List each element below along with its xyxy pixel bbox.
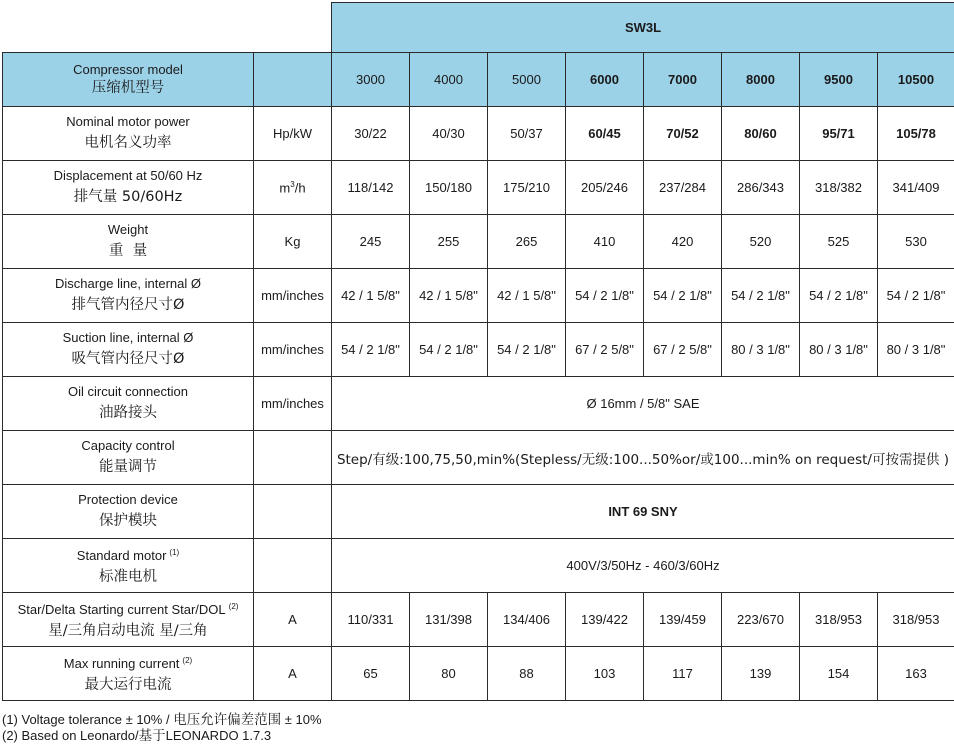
label-en-text: Max running current [63,655,180,671]
value-cell: 54 / 2 1/8" [800,269,878,323]
footnote-2-zh: 基于 [138,728,166,744]
unit-cell: A [254,647,332,701]
label-zh: 能量调节 [99,459,157,475]
label-en: Discharge line, internal Ø [55,276,201,291]
unit-cell [254,161,332,215]
label-en [3,599,253,618]
unit-cell [254,485,332,539]
value-cell: 54 / 2 1/8" [566,269,644,323]
span-value-cell: Ø 16mm / 5/8" SAE [332,377,954,431]
value-cell: 265 [488,215,566,269]
value-cell: 237/284 [644,161,722,215]
value-cell: 88 [488,647,566,701]
value-cell: 175/210 [488,161,566,215]
model-unit-cell [254,53,332,107]
value-cell: 255 [410,215,488,269]
standard-motor-row [3,539,954,593]
unit-cell: Kg [254,215,332,269]
label-zh: 电机名义功率 [84,135,172,151]
value-cell: 60/45 [566,107,644,161]
value-cell: 50/37 [488,107,566,161]
footnote-1 [2,712,322,728]
series-header-row [3,3,954,53]
value-cell: 205/246 [566,161,644,215]
unit-cell [254,539,332,593]
value-cell: 80 / 3 1/8" [800,323,878,377]
spec-table [2,2,954,701]
label-en: Suction line, internal Ø [62,330,194,345]
unit-cell: mm/inches [254,323,332,377]
label-zh: 压缩机型号 [91,79,165,96]
value-cell: 117 [644,647,722,701]
model-row-label [3,53,254,107]
model-cell: 5000 [488,53,566,107]
footnote-1-suffix: ± 10% [281,712,322,727]
oil-circuit-row [3,377,954,431]
capacity-control-row [3,431,954,485]
row-label [3,215,254,269]
footnote-2-suffix: LEONARDO 1.7.3 [165,728,272,743]
weight-row [3,215,954,269]
label-en [3,545,253,564]
value-cell: 520 [722,215,800,269]
unit-cell: A [254,593,332,647]
value-cell: 223/670 [722,593,800,647]
value-cell: 530 [878,215,954,269]
label-zh: 吸气管内径尺寸Ø [71,351,185,367]
value-cell: 95/71 [800,107,878,161]
model-cell: 7000 [644,53,722,107]
value-cell: 54 / 2 1/8" [644,269,722,323]
value-cell: 245 [332,215,410,269]
label-en-text: Standard motor [76,547,167,563]
value-cell: 110/331 [332,593,410,647]
model-cell: 6000 [566,53,644,107]
label-zh: 油路接头 [99,405,157,421]
discharge-row [3,269,954,323]
row-label [3,431,254,485]
value-cell: 139/422 [566,593,644,647]
row-label [3,161,254,215]
value-cell: 105/78 [878,107,954,161]
footnote-ref: (1) [169,547,180,557]
value-cell: 150/180 [410,161,488,215]
value-cell: 131/398 [410,593,488,647]
span-value-cell: INT 69 SNY [332,485,954,539]
label-en: Weight [107,222,149,237]
value-cell: 42 / 1 5/8" [410,269,488,323]
value-cell: 67 / 2 5/8" [566,323,644,377]
row-label [3,377,254,431]
value-cell: 54 / 2 1/8" [410,323,488,377]
unit-base: m [279,180,291,196]
value-cell: 410 [566,215,644,269]
row-label [3,539,254,593]
label-en: Nominal motor power [66,114,190,129]
protection-row [3,485,954,539]
value-cell: 341/409 [878,161,954,215]
starting-current-row [3,593,954,647]
value-cell: 67 / 2 5/8" [644,323,722,377]
label-zh: 星/三角启动电流 星/三角 [48,622,208,639]
value-cell: 318/382 [800,161,878,215]
footnote-2 [2,728,322,744]
model-cell: 4000 [410,53,488,107]
max-running-row [3,647,954,701]
value-cell: 80 / 3 1/8" [878,323,954,377]
row-label [3,107,254,161]
footnote-ref: (2) [182,655,193,665]
unit-cell: Hp/kW [254,107,332,161]
value-cell: 103 [566,647,644,701]
label-zh: 排气管内径尺寸Ø [71,297,185,313]
label-en: Oil circuit connection [68,384,188,399]
value-cell: 163 [878,647,954,701]
value-cell: 139/459 [644,593,722,647]
value-cell: 42 / 1 5/8" [332,269,410,323]
value-cell: 30/22 [332,107,410,161]
span-value-cell: Step/有级:100,75,50,min%(Stepless/无级:100...50%or/或100...min% on request/可按需提供 ) [332,431,954,485]
value-cell: 80 [410,647,488,701]
footnote-1-prefix: (1) Voltage tolerance ± 10% / [2,712,174,727]
unit-cell [254,431,332,485]
value-cell: 54 / 2 1/8" [488,323,566,377]
value-cell: 54 / 2 1/8" [722,269,800,323]
model-cell: 10500 [878,53,954,107]
model-cell: 8000 [722,53,800,107]
value-cell: 134/406 [488,593,566,647]
label-zh: 最大运行电流 [84,676,172,693]
label-zh: 重 量 [108,243,148,259]
label-zh: 保护模块 [99,513,157,529]
label-en: Capacity control [81,438,175,453]
value-cell: 318/953 [878,593,954,647]
label-en: Displacement at 50/60 Hz [53,168,203,183]
value-cell: 80/60 [722,107,800,161]
value-cell: 154 [800,647,878,701]
unit-sup: 3 [290,179,295,189]
model-cell: 3000 [332,53,410,107]
label-en: Compressor model [73,61,183,77]
blank-corner [3,3,332,53]
unit-cell: mm/inches [254,269,332,323]
value-cell: 318/953 [800,593,878,647]
footnote-1-zh: 电压允许偏差范围 [173,712,282,728]
value-cell: 65 [332,647,410,701]
row-label [3,647,254,701]
model-cell: 9500 [800,53,878,107]
unit-tail: /h [294,180,306,196]
footnote-2-prefix: (2) Based on Leonardo/ [2,728,139,743]
footnotes [2,712,322,744]
suction-row [3,323,954,377]
label-zh: 排气量 50/60Hz [73,189,183,205]
label-en: Protection device [78,492,178,507]
span-value-cell: 400V/3/50Hz - 460/3/60Hz [332,539,954,593]
value-cell: 139 [722,647,800,701]
value-cell: 70/52 [644,107,722,161]
footnote-ref: (2) [228,601,239,611]
label-en-text: Star/Delta Starting current Star/DOL [17,601,226,617]
row-label [3,323,254,377]
model-row [3,53,954,107]
motor-power-row [3,107,954,161]
value-cell: 80 / 3 1/8" [722,323,800,377]
value-cell: 54 / 2 1/8" [878,269,954,323]
row-label [3,269,254,323]
row-label [3,485,254,539]
value-cell: 525 [800,215,878,269]
series-label: SW3L [332,3,954,53]
label-en [3,653,253,672]
unit-cell: mm/inches [254,377,332,431]
value-cell: 420 [644,215,722,269]
displacement-row [3,161,954,215]
value-cell: 40/30 [410,107,488,161]
row-label [3,593,254,647]
value-cell: 286/343 [722,161,800,215]
value-cell: 54 / 2 1/8" [332,323,410,377]
label-zh: 标准电机 [99,568,157,585]
value-cell: 118/142 [332,161,410,215]
value-cell: 42 / 1 5/8" [488,269,566,323]
